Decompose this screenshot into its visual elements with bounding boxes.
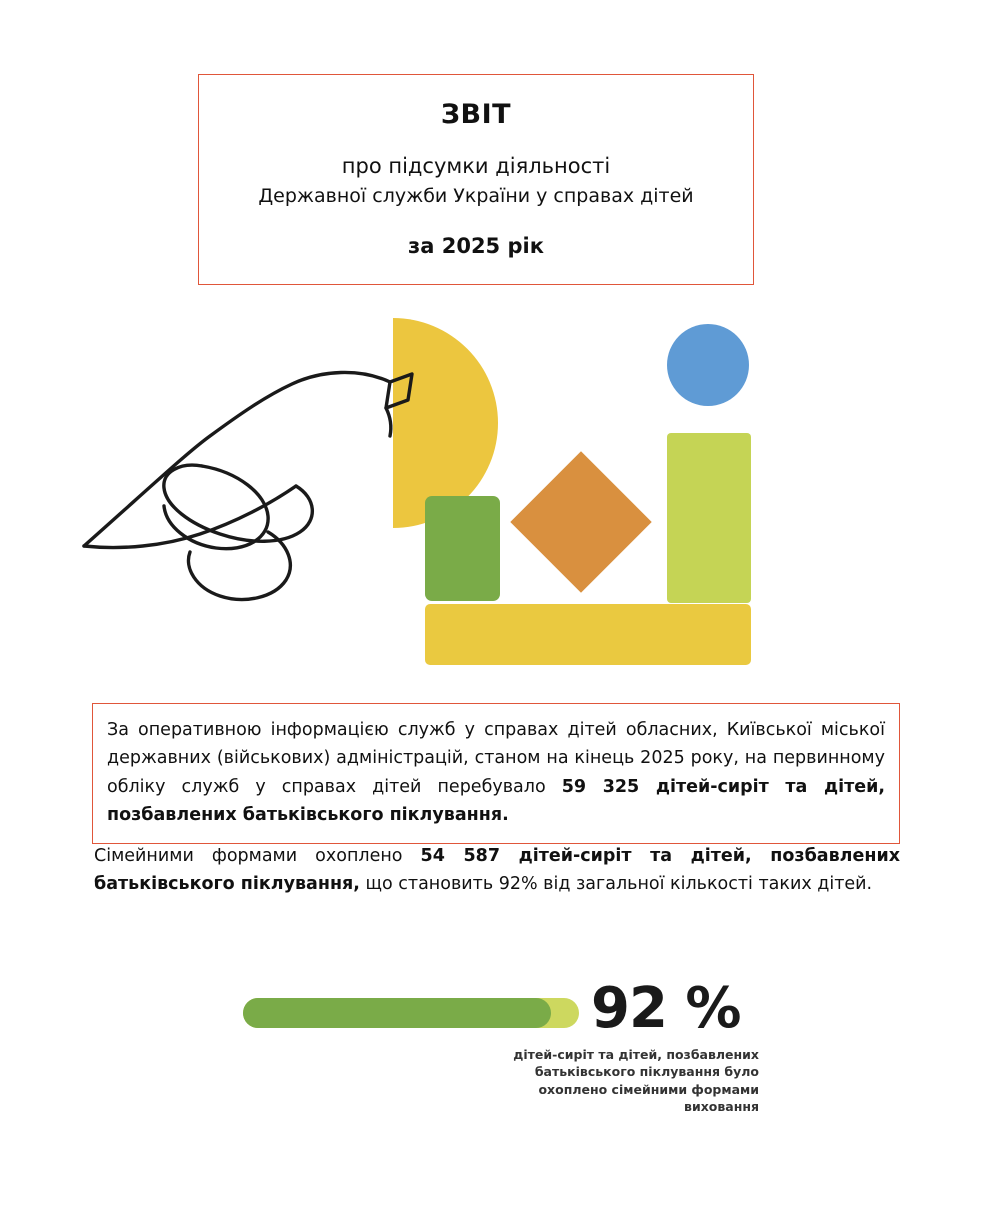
title-subtitle-line-1: про підсумки діяльності xyxy=(341,154,611,178)
paragraph-text-lead: Сімейними формами охоплено xyxy=(94,846,421,866)
hand-line-drawing-shape xyxy=(84,372,412,599)
caption-line-4: виховання xyxy=(684,1098,759,1114)
light-green-rectangle-shape xyxy=(667,433,751,603)
paragraph-text-tail: що становить 92% від загальної кількості таких дітей. xyxy=(359,874,873,895)
statistic-caption xyxy=(483,1046,759,1115)
title-year: за 2025 рік xyxy=(408,233,544,258)
page-title: ЗВІТ xyxy=(440,99,512,130)
progress-bar-track xyxy=(243,998,579,1028)
statistic-block xyxy=(243,976,759,1114)
blue-circle-shape xyxy=(667,324,749,406)
paragraph-bold-figure: 54 587 дітей-сиріт та дітей, позбавлених батьківського піклування, xyxy=(94,846,900,895)
caption-line-2: батьківського піклування було xyxy=(534,1064,759,1080)
header-illustration xyxy=(60,296,780,686)
yellow-bar-shape xyxy=(425,604,751,665)
callout-text: За оперативною інформацією служб у справах дітей обласних, Київської міської державних (військових) адміністрацій, станом на кінець 2025 року, на первинному обліку служб у справах дітей перебувало xyxy=(107,720,885,797)
caption-line-1: дітей-сиріт та дітей, позбавлених xyxy=(513,1047,759,1062)
caption-line-3: охоплено сімейними формами xyxy=(538,1081,759,1097)
green-square-shape xyxy=(425,496,500,601)
title-subtitle-line-2: Державної служби України у справах дітей xyxy=(258,185,694,208)
progress-bar-fill xyxy=(243,998,551,1028)
report-title-box xyxy=(198,74,754,285)
percent-value: 92 % xyxy=(591,976,741,1041)
callout-bold-figure: 59 325 дітей-сиріт та дітей, позбавлених батьківського піклування. xyxy=(107,776,885,826)
orange-diamond-shape xyxy=(510,451,651,592)
callout-box xyxy=(92,703,900,844)
body-paragraph xyxy=(94,842,900,899)
